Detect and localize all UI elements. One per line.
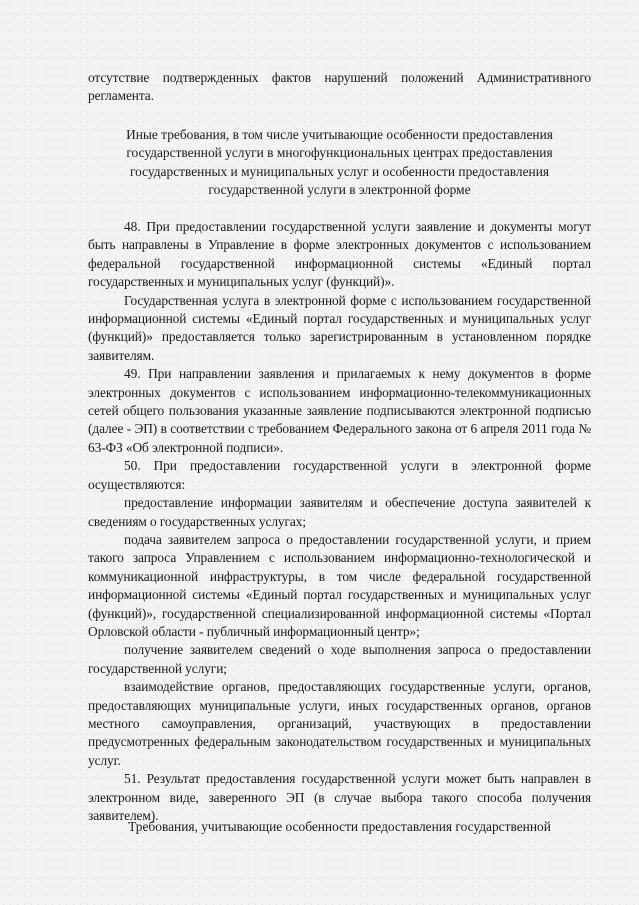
lead-text-block [88,69,591,106]
section-heading-line: Иные требования, в том числе учитывающие особенности предоставления [126,127,553,142]
paragraph-50: 50. При предоставлении государственной услуги в электронной форме осуществляются: [88,458,591,492]
section-heading-line: государственных и муниципальных услуг и особенности предоставления [129,163,550,179]
paragraph-51: 51. Результат предоставления государственной услуги может быть направлен в электронном виде, заверенного ЭП (в случае выбора такого способа получения заявителем). [88,771,591,823]
next-section-heading-line: Требования, учитывающие особенности предоставления государственной [128,819,551,834]
paragraph-50-item-request: подача заявителем запроса о предоставлении государственной услуги, и прием такого запроса Управлением с использованием информационно-технологической и коммуникационной инфраструктуры, в том числе федеральной государственной информационной системы «Единый портал государственных и муниципальных услуг (функций)», государственной специализированной информационной системы «Портал Орловской области - публичный информационный центр»; [88,531,591,639]
paragraph-48: 48. При предоставлении государственной услуги заявление и документы могут быть направлены в Управление в форме электронных документов с использованием федеральной государственной информационной системы «Единый портал государственных и муниципальных услуг (функций)». [88,219,591,290]
section-heading-line: государственной услуги в многофункциональных центрах предоставления [126,145,553,161]
paragraph-portal-registration: Государственная услуга в электронной форме с использованием государственной информационной системы «Единый портал государственных и муниципальных услуг (функций)» предоставляется только зарегистрированным в установленном порядке заявителям. [88,292,591,363]
body-text-block [88,218,591,825]
next-section-heading [88,818,591,836]
paragraph-50-item-interaction: взаимодействие органов, предоставляющих государственные услуги, органов, предоставляющих муниципальные услуги, иных государственных органов, органов местного самоуправления, организаций, участвующих в предоставлении предусмотренных федеральным законодательством государственных и муниципальных услуг. [88,679,591,768]
lead-paragraph: отсутствие подтвержденных фактов нарушений положений Административного регламента. [88,70,591,104]
section-heading [88,126,591,200]
paragraph-50-item-info: предоставление информации заявителям и обеспечение доступа заявителей к сведениям о государственных услугах; [88,495,591,529]
paragraph-50-item-status: получение заявителем сведений о ходе выполнения запроса о предоставлении государственной услуги; [88,642,591,676]
section-heading-line: государственной услуги в электронной форме [208,182,471,198]
paragraph-49: 49. При направлении заявления и прилагаемых к нему документов в форме электронных документов с использованием информационно-телекоммуникационных сетей общего пользования указанные заявление подписываются электронной подписью (далее - ЭП) в соответствии с требованием Федерального закона от 6 апреля 2011 года № 63-ФЗ «Об электронной подписи». [88,366,591,455]
